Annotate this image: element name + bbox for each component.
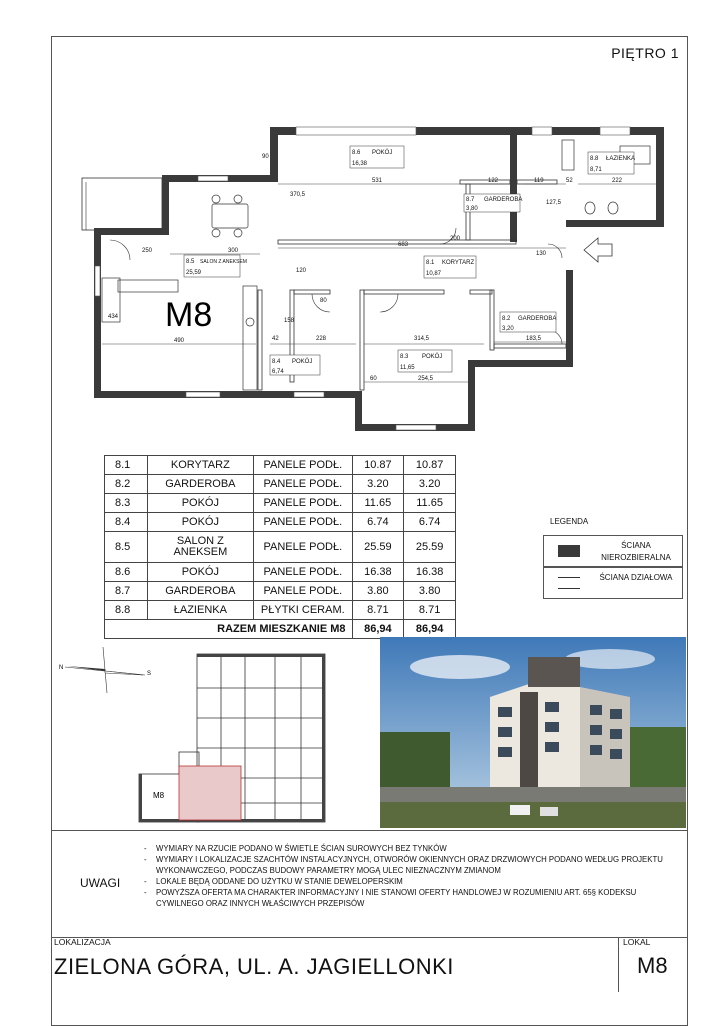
room-cell-area2: 25.59: [404, 532, 456, 563]
key-plan-unit-label: M8: [153, 791, 165, 800]
svg-text:3,20: 3,20: [502, 326, 514, 332]
svg-text:370,5: 370,5: [290, 192, 306, 198]
svg-text:8.7: 8.7: [466, 197, 475, 203]
room-cell-name: GARDEROBA: [147, 475, 254, 494]
room-cell-area1: 6.74: [352, 513, 404, 532]
room-cell-area2: 11.65: [404, 494, 456, 513]
room-cell-no: 8.5: [105, 532, 148, 563]
svg-text:42: 42: [272, 336, 279, 342]
table-row: [105, 532, 456, 563]
room-cell-no: 8.6: [105, 563, 148, 582]
key-plan: [135, 648, 330, 826]
table-row: [105, 601, 456, 620]
svg-text:ŁAZIENKA: ŁAZIENKA: [606, 156, 636, 162]
table-row: [105, 513, 456, 532]
table-total-row: [105, 620, 456, 639]
svg-text:120: 120: [296, 268, 307, 274]
room-cell-area1: 16.38: [352, 563, 404, 582]
remark-item: - WYMIARY NA RZUCIE PODANO W ŚWIETLE ŚCIAN SUROWYCH BEZ TYNKÓW: [144, 843, 686, 854]
room-cell-area1: 3.80: [352, 582, 404, 601]
unit-label: LOKAL: [623, 937, 651, 947]
room-cell-no: 8.4: [105, 513, 148, 532]
svg-text:8.2: 8.2: [502, 316, 511, 322]
room-cell-name: KORYTARZ: [147, 456, 254, 475]
room-table: [104, 455, 456, 639]
floor-label: PIĘTRO 1: [611, 45, 679, 61]
svg-text:25,59: 25,59: [186, 270, 202, 276]
room-cell-name: ŁAZIENKA: [147, 601, 254, 620]
remark-item: - WYMIARY I LOKALIZACJE SZACHTÓW INSTALACYJNYCH, OTWORÓW OKIENNYCH ORAZ DRZWIOWYCH PODANO WEDŁUG PROJEKTU WYKONAWCZEGO, PODCZAS BUDOWY PARAMETRY MOGĄ ULEC NIEZNACZNYM ZMIANOM: [144, 854, 686, 876]
remark-item: - LOKALE BĘDĄ ODDANE DO UŻYTKU W STANIE DEWELOPERSKIM: [144, 876, 686, 887]
legend-item-partition: ŚCIANA DZIAŁOWA: [543, 567, 683, 599]
room-cell-floor: PANELE PODŁ.: [254, 513, 352, 532]
svg-text:KORYTARZ: KORYTARZ: [442, 260, 475, 266]
svg-text:3,80: 3,80: [466, 206, 478, 212]
room-cell-name: GARDEROBA: [147, 582, 254, 601]
room-cell-area2: 8.71: [404, 601, 456, 620]
svg-text:POKÓJ: POKÓJ: [372, 150, 393, 156]
legend-title: LEGENDA: [550, 517, 589, 526]
room-label-8-3: [398, 350, 452, 372]
room-label-8-5: [184, 255, 247, 277]
svg-text:8.5: 8.5: [186, 259, 195, 265]
svg-text:8.8: 8.8: [590, 156, 599, 162]
room-cell-area1: 10.87: [352, 456, 404, 475]
svg-text:250: 250: [142, 248, 153, 254]
room-cell-floor: PŁYTKI CERAM.: [254, 601, 352, 620]
room-cell-no: 8.1: [105, 456, 148, 475]
legend-item-bearing: ŚCIANA NIEROZBIERALNA: [543, 535, 683, 567]
svg-text:683: 683: [398, 242, 409, 248]
unit-plan-label: M8: [165, 296, 213, 334]
room-cell-name: POKÓJ: [147, 513, 254, 532]
room-label-8-8: [588, 152, 635, 174]
room-cell-area1: 25.59: [352, 532, 404, 563]
svg-text:11,65: 11,65: [400, 365, 415, 371]
svg-text:6,74: 6,74: [272, 369, 284, 375]
room-cell-area2: 16.38: [404, 563, 456, 582]
room-cell-area1: 8.71: [352, 601, 404, 620]
bearing-walls: [94, 127, 664, 431]
svg-text:N: N: [59, 665, 64, 671]
total-area-1: 86,94: [352, 620, 404, 639]
remarks-title: UWAGI: [80, 876, 121, 890]
room-cell-area1: 11.65: [352, 494, 404, 513]
svg-text:8.4: 8.4: [272, 359, 281, 365]
table-row: [105, 456, 456, 475]
location-label: LOKALIZACJA: [54, 937, 111, 947]
svg-text:228: 228: [316, 336, 327, 342]
svg-text:GARDEROBA: GARDEROBA: [518, 316, 557, 322]
svg-text:16,38: 16,38: [352, 161, 368, 167]
svg-text:254,5: 254,5: [418, 376, 434, 382]
svg-text:90: 90: [262, 154, 269, 160]
svg-text:8.6: 8.6: [352, 150, 361, 156]
unit-box: [618, 937, 689, 992]
windows: [95, 127, 630, 430]
legend: [540, 517, 688, 582]
svg-text:222: 222: [612, 178, 623, 184]
bearing-wall-icon: [558, 545, 580, 557]
room-cell-area2: 6.74: [404, 513, 456, 532]
svg-text:8.3: 8.3: [400, 354, 409, 360]
unit-value: M8: [637, 953, 668, 978]
building-render-image: [380, 637, 686, 828]
svg-text:GARDEROBA: GARDEROBA: [484, 197, 523, 203]
balcony: [82, 178, 162, 230]
total-area-2: 86,94: [404, 620, 456, 639]
floor-plan: [0, 0, 723, 450]
svg-text:60: 60: [370, 376, 377, 382]
svg-text:300: 300: [228, 248, 239, 254]
room-cell-floor: PANELE PODŁ.: [254, 582, 352, 601]
remarks-list: [144, 843, 686, 909]
room-cell-no: 8.2: [105, 475, 148, 494]
room-cell-name: POKÓJ: [147, 563, 254, 582]
table-row: [105, 582, 456, 601]
svg-text:314,5: 314,5: [414, 336, 430, 342]
table-row: [105, 475, 456, 494]
svg-text:POKÓJ: POKÓJ: [292, 359, 313, 365]
svg-text:10,87: 10,87: [426, 271, 442, 277]
room-cell-floor: PANELE PODŁ.: [254, 494, 352, 513]
room-cell-area2: 10.87: [404, 456, 456, 475]
entrance-arrow-icon: [584, 238, 612, 262]
room-label-8-1: [424, 256, 476, 278]
svg-text:127,5: 127,5: [546, 200, 562, 206]
svg-text:80: 80: [320, 298, 327, 304]
total-label: RAZEM MIESZKANIE M8: [105, 620, 353, 639]
room-cell-area2: 3.20: [404, 475, 456, 494]
room-cell-no: 8.7: [105, 582, 148, 601]
room-label-8-7: [464, 194, 522, 212]
key-plan-unit-highlight: [179, 766, 241, 820]
svg-text:130: 130: [536, 251, 547, 257]
room-cell-floor: PANELE PODŁ.: [254, 456, 352, 475]
svg-text:158: 158: [284, 318, 295, 324]
svg-text:119: 119: [534, 178, 544, 184]
svg-text:POKÓJ: POKÓJ: [422, 354, 443, 360]
svg-text:122: 122: [488, 178, 499, 184]
room-cell-name: SALON Z ANEKSEM: [147, 532, 254, 563]
room-cell-no: 8.3: [105, 494, 148, 513]
room-label-8-4: [270, 355, 320, 375]
room-cell-name: POKÓJ: [147, 494, 254, 513]
svg-text:8.1: 8.1: [426, 260, 435, 266]
room-cell-area1: 3.20: [352, 475, 404, 494]
svg-text:434: 434: [108, 314, 119, 320]
svg-text:490: 490: [174, 338, 185, 344]
room-cell-floor: PANELE PODŁ.: [254, 532, 352, 563]
room-label-8-6: [350, 146, 404, 168]
svg-text:200: 200: [450, 236, 461, 242]
room-cell-area2: 3.80: [404, 582, 456, 601]
table-row: [105, 494, 456, 513]
remarks-section: [52, 830, 688, 938]
remark-item: - POWYŻSZA OFERTA MA CHARAKTER INFORMACYJNY I NIE STANOWI OFERTY HANDLOWEJ W ROZUMIENIU ART. 65§ KODEKSU CYWILNEGO ORAZ INNYCH WŁAŚCIWYCH PRZEPISÓW: [144, 887, 686, 909]
table-row: [105, 563, 456, 582]
room-cell-no: 8.8: [105, 601, 148, 620]
svg-text:S: S: [147, 671, 152, 677]
room-cell-floor: PANELE PODŁ.: [254, 563, 352, 582]
partition-wall-icon: [558, 577, 580, 589]
room-cell-floor: PANELE PODŁ.: [254, 475, 352, 494]
svg-text:8,71: 8,71: [590, 167, 602, 173]
svg-text:183,5: 183,5: [526, 336, 542, 342]
svg-text:531: 531: [372, 178, 383, 184]
location-value: ZIELONA GÓRA, UL. A. JAGIELLONKI: [54, 954, 454, 979]
svg-text:52: 52: [566, 178, 573, 184]
room-label-8-2: [500, 312, 556, 332]
svg-text:SALON Z ANEKSEM: SALON Z ANEKSEM: [200, 259, 247, 265]
